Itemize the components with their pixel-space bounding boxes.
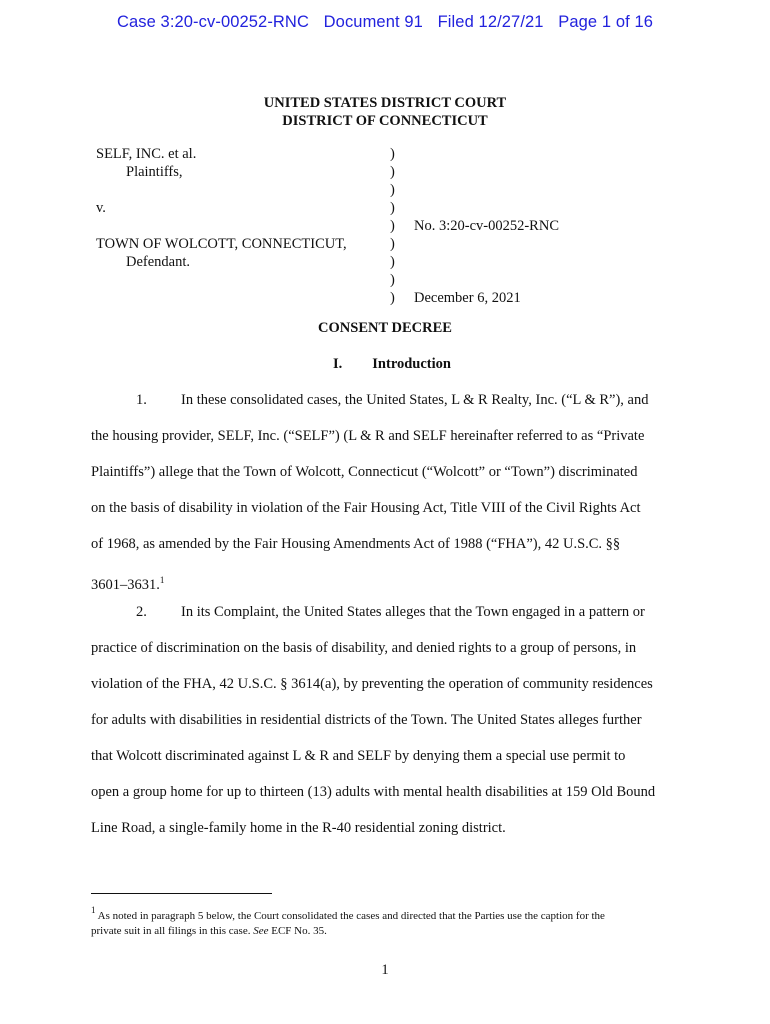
ecf-header bbox=[0, 13, 770, 32]
paragraph-2 bbox=[91, 603, 681, 855]
section-title: Introduction bbox=[372, 356, 451, 372]
paragraph-first-line: In its Complaint, the United States alleges that the Town engaged in a pattern or bbox=[181, 604, 645, 620]
paragraph-1 bbox=[91, 391, 681, 607]
paragraph-number: 1. bbox=[136, 392, 147, 408]
paragraph-line: 3601–3631.$^1$ bbox=[91, 575, 165, 593]
section-number: I. bbox=[333, 356, 343, 372]
paragraph-line: for adults with disabilities in residential districts of the Town. The United States alleges further bbox=[91, 712, 642, 728]
plaintiff-name: SELF, INC. et al. bbox=[96, 146, 197, 162]
paragraph-line: the housing provider, SELF, Inc. (“SELF”) (L & R and SELF hereinafter referred to as “Private bbox=[91, 428, 645, 444]
paragraph-line: of 1968, as amended by the Fair Housing Amendments Act of 1988 (“FHA”), 42 U.S.C. §§ bbox=[91, 536, 621, 552]
ecf-document-number: Document 91 bbox=[323, 13, 423, 31]
ecf-page-count: Page 1 of 16 bbox=[558, 13, 654, 31]
footnote-marker: 1 bbox=[91, 905, 96, 915]
versus: v. bbox=[96, 200, 106, 216]
court-name: UNITED STATES DISTRICT COURT bbox=[263, 95, 507, 111]
footnote: $^1$ As noted in paragraph 5 below, the Court consolidated the cases and directed that the Parties use the caption for the private suit in all filings in this case. See ECF No. 35. bbox=[91, 905, 605, 937]
paragraph-number: 2. bbox=[136, 604, 147, 620]
footnote-see-signal: See bbox=[253, 924, 269, 937]
paragraph-line: Line Road, a single-family home in the R-40 residential zoning district. bbox=[91, 820, 506, 836]
footnote-text: As noted in paragraph 5 below, the Court consolidated the cases and directed that the Parties use the caption for the bbox=[97, 910, 605, 922]
section-heading bbox=[333, 356, 451, 373]
document-title: CONSENT DECREE bbox=[318, 320, 452, 336]
defendant-name: TOWN OF WOLCOTT, CONNECTICUT, bbox=[96, 236, 347, 252]
paragraph-line: violation of the FHA, 42 U.S.C. § 3614(a), by preventing the operation of community residences bbox=[91, 676, 653, 692]
footnote-reference[interactable]: 1 bbox=[159, 575, 165, 585]
ecf-filed-date: Filed 12/27/21 bbox=[437, 13, 544, 31]
caption-parties bbox=[96, 145, 386, 271]
paragraph-line: Plaintiffs”) allege that the Town of Wolcott, Connecticut (“Wolcott” or “Town”) discriminated bbox=[91, 464, 638, 480]
case-caption bbox=[96, 145, 696, 310]
defendant-role: Defendant. bbox=[126, 254, 191, 270]
paragraph-line: practice of discrimination on the basis of disability, and denied rights to a group of persons, in bbox=[91, 640, 637, 656]
court-district: DISTRICT OF CONNECTICUT bbox=[282, 113, 488, 129]
caption-parentheses: ) ) ) ) ) ) ) ) ) bbox=[390, 146, 395, 306]
case-number: No. 3:20-cv-00252-RNC bbox=[414, 218, 559, 234]
plaintiff-role: Plaintiffs, bbox=[126, 164, 183, 180]
paragraph-line: open a group home for up to thirteen (13) adults with mental health disabilities at 159 Old Bound bbox=[91, 784, 656, 800]
paragraph-line: that Wolcott discriminated against L & R and SELF by denying them a special use permit to bbox=[91, 748, 626, 764]
decree-date: December 6, 2021 bbox=[414, 290, 521, 306]
court-heading bbox=[0, 94, 770, 130]
footnote-separator bbox=[91, 893, 272, 894]
paragraph-line: on the basis of disability in violation of the Fair Housing Act, Title VIII of the Civil Rights Act bbox=[91, 500, 641, 516]
page-number: 1 bbox=[381, 962, 389, 978]
paragraph-first-line: In these consolidated cases, the United States, L & R Realty, Inc. (“L & R”), and bbox=[181, 392, 649, 408]
ecf-case-number: Case 3:20-cv-00252-RNC bbox=[116, 13, 309, 31]
